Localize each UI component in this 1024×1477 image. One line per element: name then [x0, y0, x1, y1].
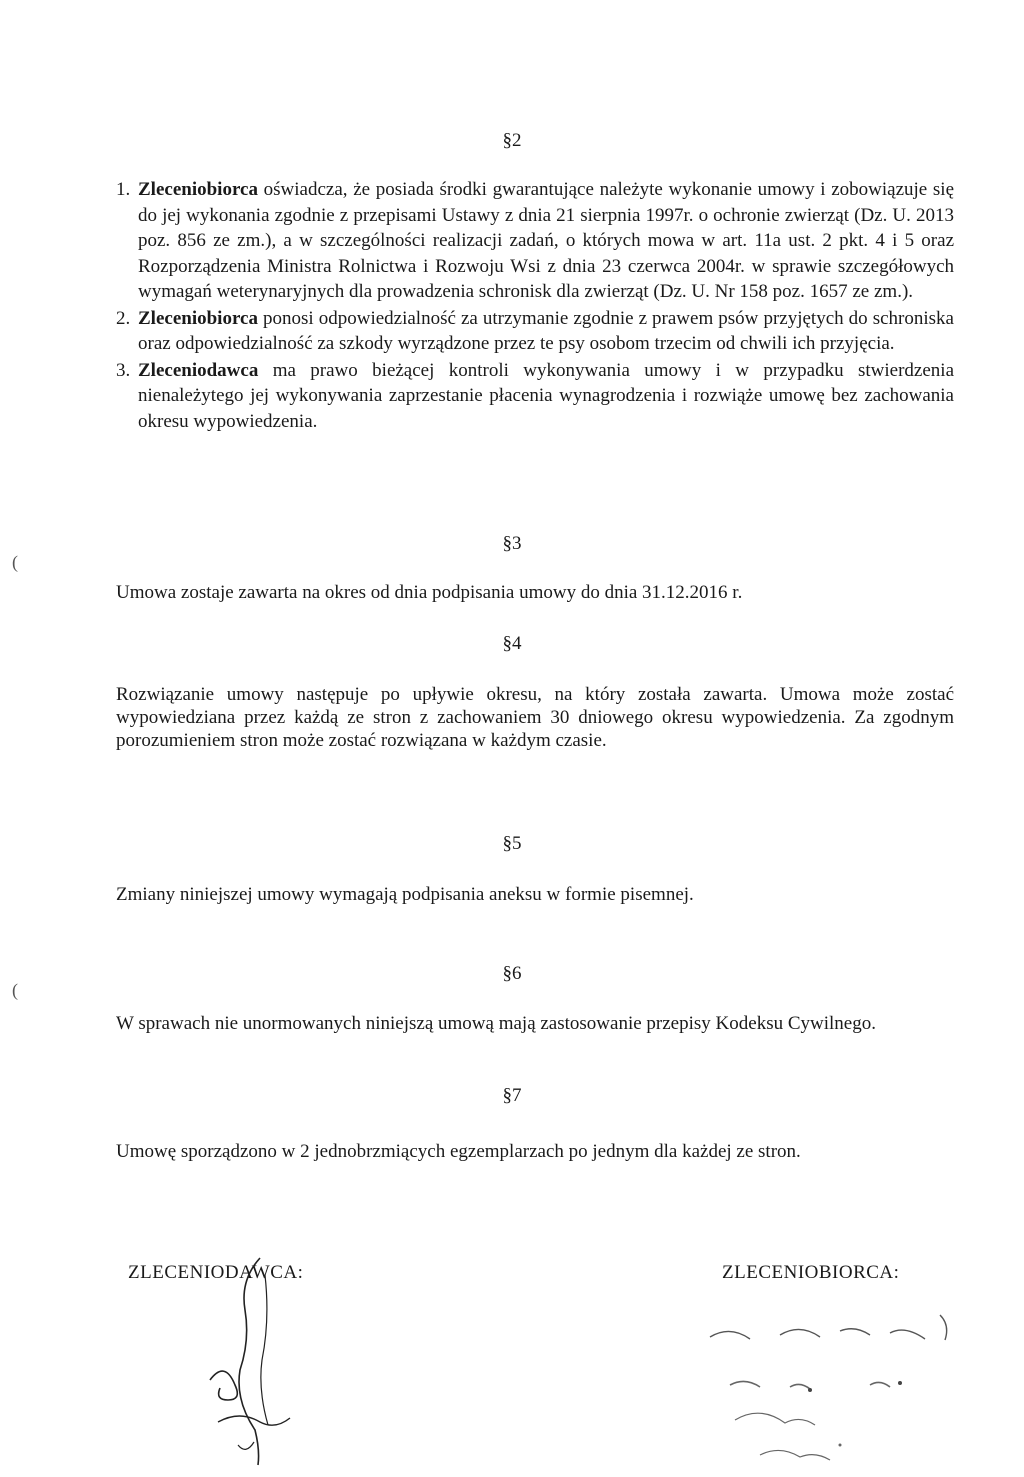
section-3-text: Umowa zostaje zawarta na okres od dnia podpisania umowy do dnia 31.12.2016 r. [116, 582, 743, 603]
item-text [138, 177, 954, 305]
party-name: Zleceniobiorca [138, 179, 258, 200]
section-heading-4: §4 [502, 633, 522, 654]
list-item [116, 358, 954, 435]
section-heading-5: §5 [502, 833, 522, 854]
item-number: 3. [116, 359, 131, 381]
item-body: ponosi odpowiedzialność za utrzymanie zgodnie z prawem psów przyjętych do schroniska oraz odpowiedzialność za szkody wyrządzone przez te psy osobom trzecim od chwili ich przyjęcia. [138, 307, 954, 354]
section-6-text: W sprawach nie unormowanych niniejszą umową mają zastosowanie przepisy Kodeksu Cywilnego. [116, 1013, 876, 1034]
party-name: Zleceniobiorca [138, 307, 258, 329]
section-heading-3: §3 [502, 533, 522, 554]
list-item [116, 306, 954, 357]
signature-label-left: ZLECENIODAWCA: [128, 1262, 304, 1283]
left-signature-scribble [180, 1250, 340, 1470]
section-heading-7: §7 [502, 1085, 522, 1106]
item-body: ma prawo bieżącej kontroli wykonywania umowy i w przypadku stwierdzenia nienależytego jej wykonywania zaprzestanie płacenia wynagrodzenia i rozwiąże umowę bez zachowania okresu wypowiedzenia. [138, 359, 954, 432]
section-4-text: Rozwiązanie umowy następuje po upływie okresu, na który została zawarta. Umowa może zostać wypowiedziana przez każdą ze stron z zachowaniem 30 dniowego okresu wypowiedzenia. Za zgodnym porozumieniem stron może zostać rozwiązana w każdym czasie. [116, 684, 954, 751]
item-number: 1. [116, 179, 131, 200]
right-signature-stamp [690, 1295, 970, 1475]
section-heading-2: §2 [502, 130, 522, 151]
section-7-text: Umowę sporządzono w 2 jednobrzmiących egzemplarzach po jednym dla każdej ze stron. [116, 1141, 801, 1162]
section-2-list [116, 177, 954, 435]
item-number: 2. [116, 307, 131, 329]
item-body: oświadcza, że posiada środki gwarantujące należyte wykonanie umowy i zobowiązuje się do jej wykonania zgodnie z przepisami Ustawy z dnia 21 sierpnia 1997r. o ochronie zwierząt (Dz. U. 2013 poz. 856 ze zm.), a w szczególności realizacji zadań, o których mowa w art. 11a ust. 2 pkt. 4 i 5 oraz Rozporządzenia Ministra Rolnictwa i Rozwoju Wsi z dnia 23 czerwca 2004r. w sprawie szczegółowych wymagań weterynaryjnych dla prowadzenia schronisk dla zwierząt (Dz. U. Nr 158 poz. 1657 ze zm.). [138, 179, 954, 302]
section-5-text: Zmiany niniejszej umowy wymagają podpisania aneksu w formie pisemnej. [116, 884, 694, 905]
party-name: Zleceniodawca [138, 359, 259, 381]
margin-mark: ( [12, 552, 18, 572]
list-item [116, 177, 954, 305]
item-text [138, 358, 954, 435]
section-heading-6: §6 [502, 963, 522, 984]
item-text [138, 306, 954, 357]
margin-mark: ( [12, 980, 18, 1000]
signature-label-right: ZLECENIOBIORCA: [722, 1262, 900, 1283]
